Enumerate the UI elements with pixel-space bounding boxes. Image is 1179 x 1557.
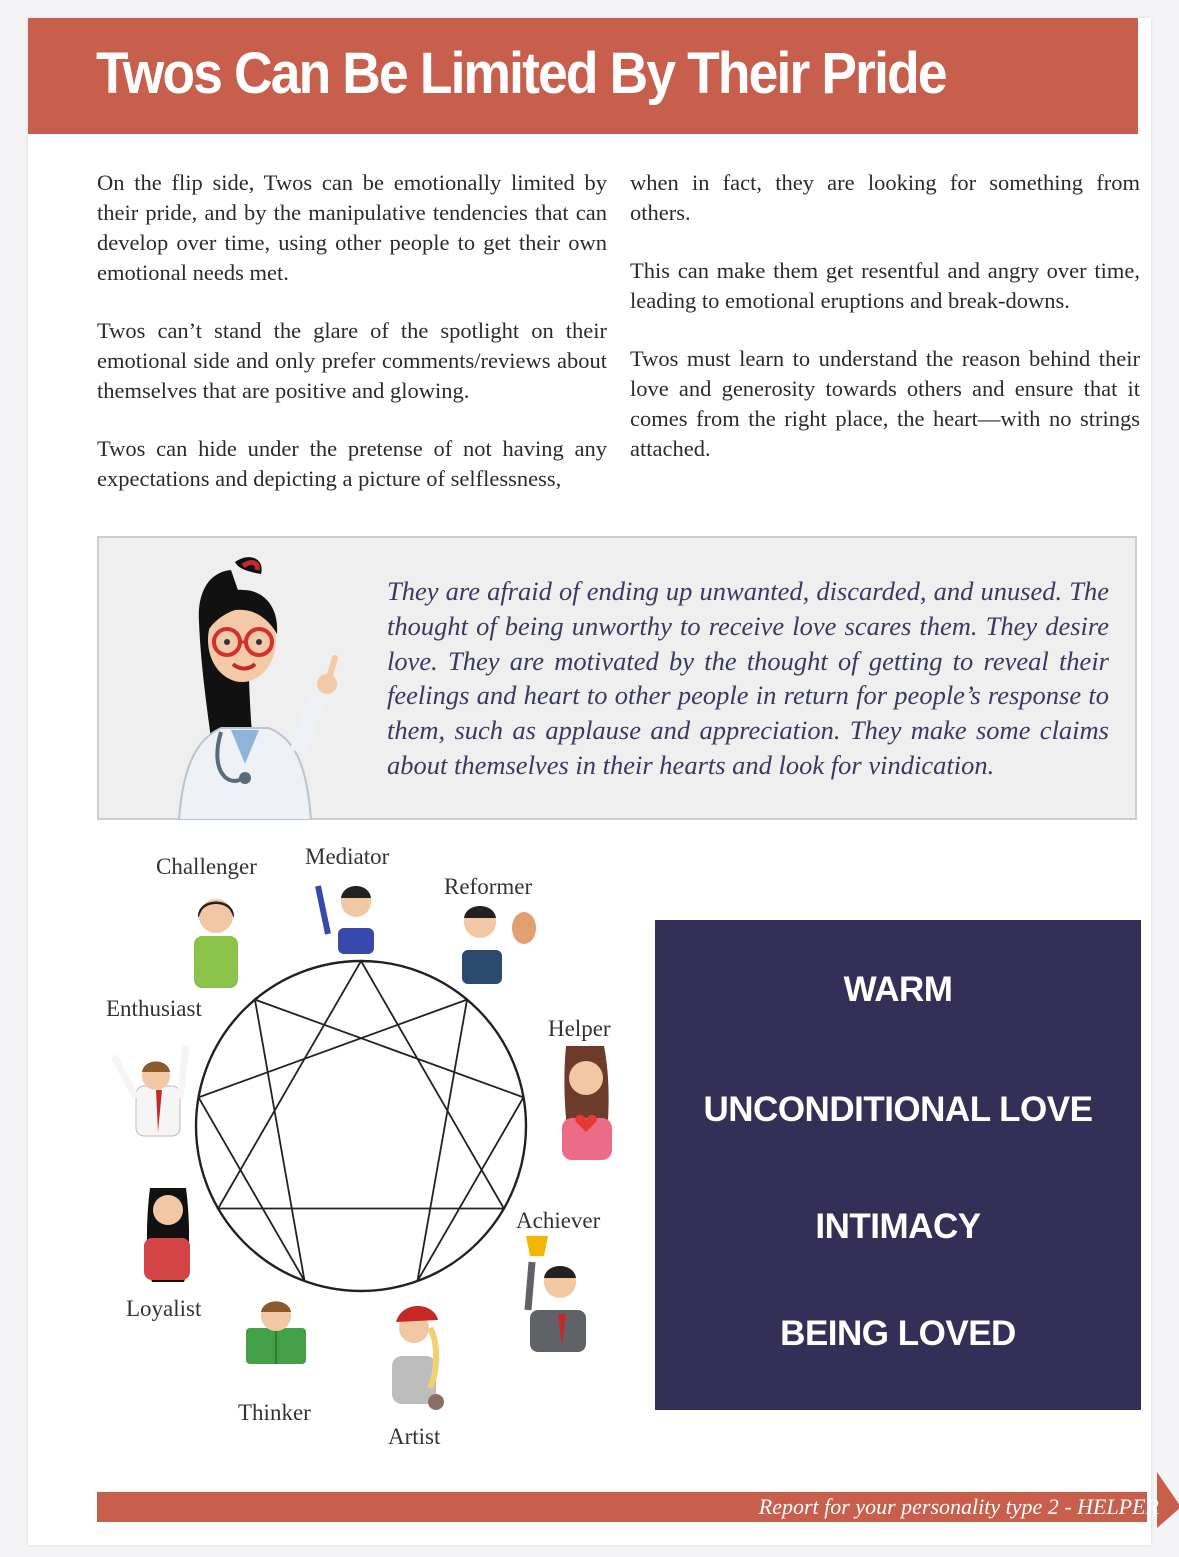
- footer-text: Report for your personality type 2 - HELPER: [758, 1494, 1159, 1519]
- label-enthusiast: Enthusiast: [106, 996, 202, 1021]
- label-reformer: Reformer: [444, 874, 533, 899]
- doctor-avatar-illustration: [139, 552, 349, 820]
- title-banner: [28, 18, 1138, 134]
- paragraph: when in fact, they are looking for something from others.: [630, 170, 1140, 225]
- artist-avatar: [392, 1306, 444, 1410]
- label-artist: Artist: [388, 1424, 441, 1449]
- paragraph: Twos can’t stand the glare of the spotlight on their emotional side and only prefer comments/reviews about themselves that are positive and glowing.: [97, 318, 607, 403]
- quote-box: [97, 536, 1137, 820]
- label-achiever: Achiever: [516, 1208, 601, 1233]
- enneagram-lines: [199, 1000, 524, 1281]
- trait-item: WARM: [843, 970, 953, 1009]
- challenger-avatar: [194, 899, 238, 988]
- label-thinker: Thinker: [238, 1400, 311, 1425]
- label-mediator: Mediator: [305, 844, 390, 869]
- traits-panel: [655, 920, 1141, 1410]
- achiever-avatar: [526, 1236, 586, 1352]
- enneagram-figure: [96, 836, 656, 1466]
- reformer-avatar: [462, 906, 536, 984]
- enneagram-triangle: [218, 961, 504, 1209]
- trait-item: INTIMACY: [815, 1207, 981, 1246]
- paragraph: On the flip side, Twos can be emotionally limited by their pride, and by the manipulative tendencies that can develop over time, using other people to get their own emotional needs met.: [97, 170, 607, 285]
- helper-avatar: [562, 1046, 612, 1160]
- enneagram-diagram: [96, 836, 656, 1466]
- page-title: Twos Can Be Limited By Their Pride: [96, 41, 946, 106]
- loyalist-avatar: [144, 1188, 190, 1282]
- quote-text: They are afraid of ending up unwanted, discarded, and unused. The thought of being unworthy to receive love scares them. They desire love. They are motivated by the thought of getting to reveal their feelings and heart to other people in return for people’s response to them, such as applause and appreciation. They make some claims about themselves in their hearts and look for vindication.: [387, 576, 1109, 780]
- mediator-avatar: [318, 886, 374, 954]
- trait-item: UNCONDITIONAL LOVE: [703, 1090, 1093, 1129]
- trait-item: BEING LOVED: [780, 1314, 1016, 1353]
- paragraph: Twos can hide under the pretense of not having any expectations and depicting a picture of selflessness,: [97, 436, 607, 491]
- text-column-right: [630, 168, 1140, 492]
- label-challenger: Challenger: [156, 854, 257, 879]
- enneagram-circle: [196, 961, 526, 1291]
- paragraph: Twos must learn to understand the reason behind their love and generosity towards others and ensure that it comes from the right place, the heart—with no strings attached.: [630, 346, 1140, 461]
- paragraph: This can make them get resentful and angry over time, leading to emotional eruptions and break-downs.: [630, 258, 1140, 313]
- enthusiast-avatar: [114, 1046, 186, 1136]
- thinker-avatar: [246, 1301, 306, 1364]
- label-loyalist: Loyalist: [126, 1296, 202, 1321]
- label-helper: Helper: [548, 1016, 611, 1041]
- text-column-left: [97, 168, 607, 522]
